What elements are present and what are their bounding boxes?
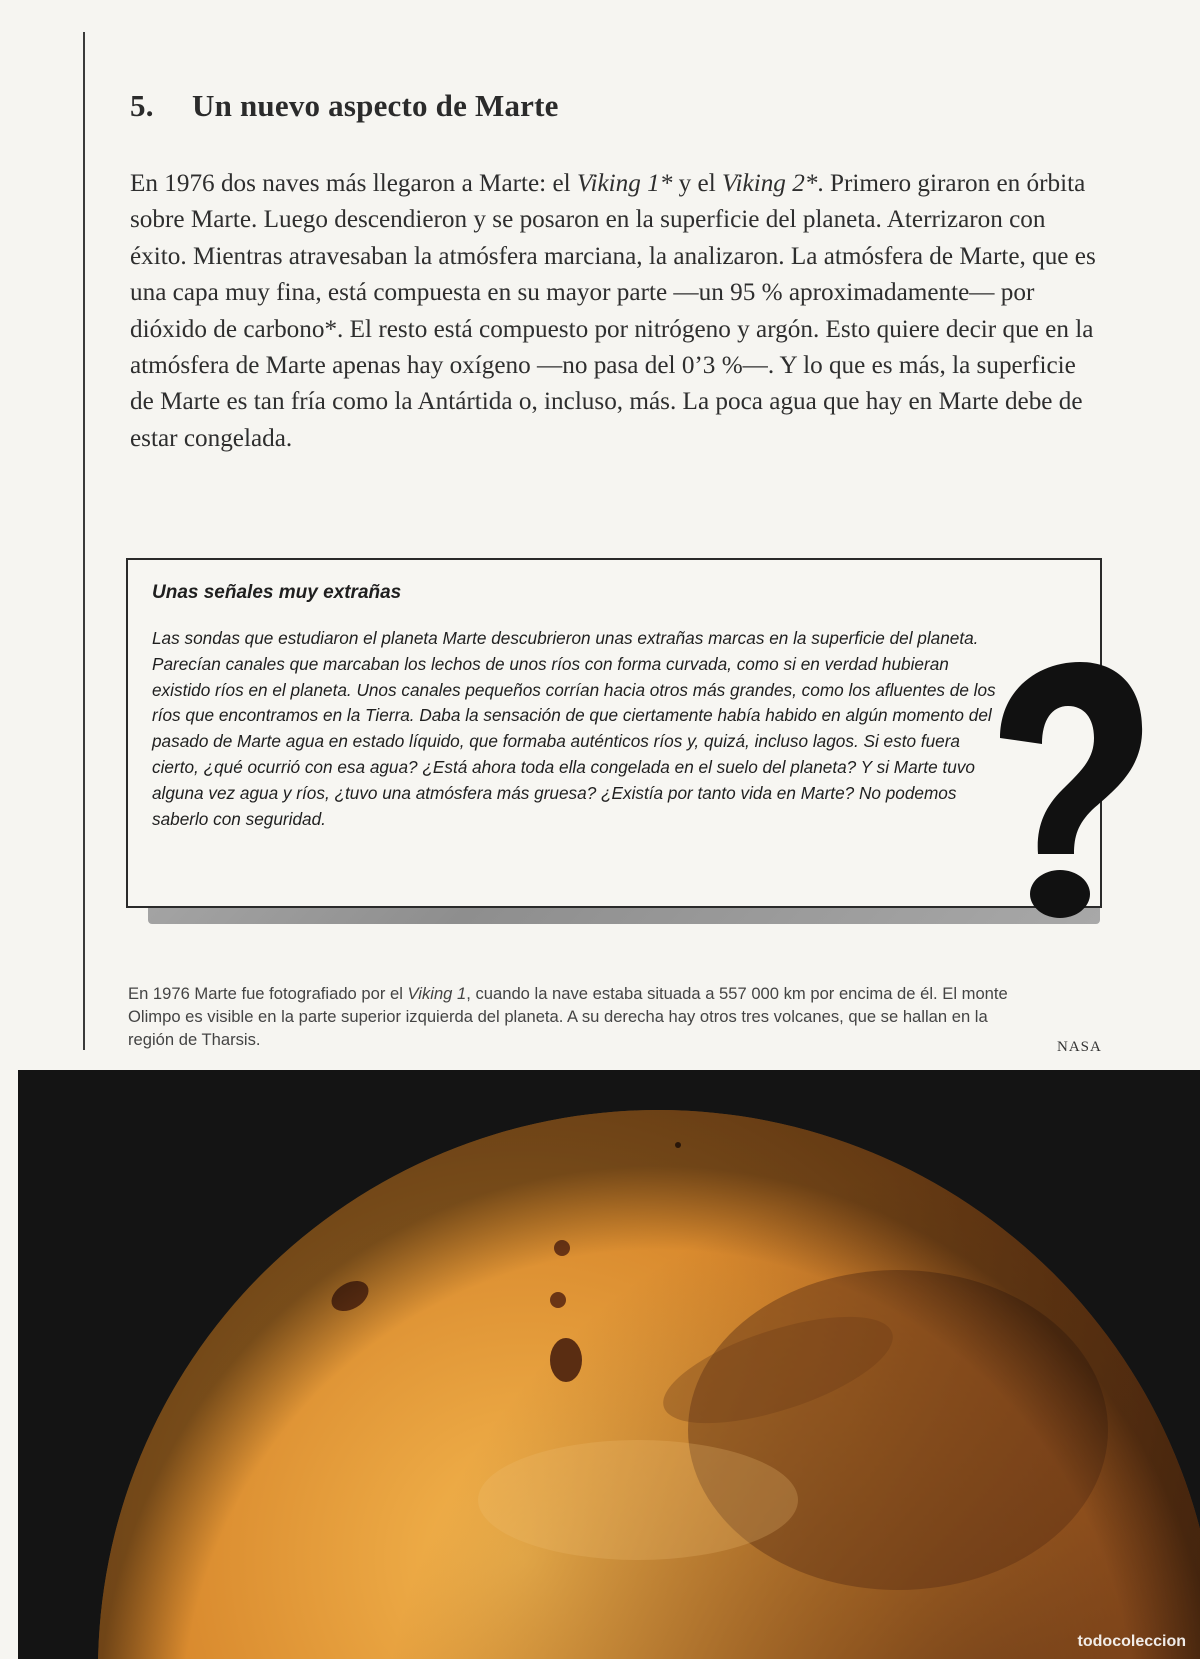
section-heading — [130, 88, 559, 124]
photo-caption — [128, 982, 1028, 1051]
sidebar-box-text — [152, 626, 1002, 832]
sidebar-box-title: Unas señales muy extrañas — [152, 582, 402, 603]
viking2-name: Viking 2* — [722, 170, 818, 197]
mars-photo — [18, 1070, 1200, 1659]
body-paragraph — [130, 166, 1098, 457]
body-text-part: En 1976 dos naves más llegaron a Marte: el — [130, 170, 577, 197]
body-text-part: . Primero giraron en órbita sobre Marte. Luego descendieron y se posaron en la superficie del planeta. Aterrizaron con éxito. Mientras atravesaban la atmósfera marciana, la analizaron. La atmósfera de Marte, que es una capa muy fina, está compuesta en su mayor parte —un 95 % aproximadamente— por dióxido de carbono*. El resto está compuesto por nitrógeno y argón. Esto quiere decir que en la atmósfera de Marte apenas hay oxígeno —no pasa del 0’3 %—. Y lo que es más, la superficie de Marte es tan fría como la Antártida o, incluso, más. La poca agua que hay en Marte debe de estar congelada. — [130, 170, 1096, 452]
body-text-part: y el — [672, 170, 723, 197]
mars-illustration — [18, 1070, 1200, 1659]
sidebar-box-paragraph: Las sondas que estudiaron el planeta Marte descubrieron unas extrañas marcas en la superficie del planeta. Parecían canales que marcaban los lechos de unos ríos con forma curvada, como si en verdad hubieran existido ríos en el planeta. Unos canales pequeños corrían hacia otros más grandes, como los afluentes de los ríos que encontramos en la Tierra. Daba la sensación de que ciertamente había habido en algún momento del pasado de Marte agua en estado líquido, que formaba auténticos ríos y, quizá, incluso lagos. Si esto fuera cierto, ¿qué ocurrió con esa agua? ¿Está ahora toda ella congelada en el suelo del planeta? Y si Marte tuvo alguna vez agua y ríos, ¿tuvo una atmósfera más gruesa? ¿Existía por tanto vida en Marte? No podemos saberlo con seguridad. — [152, 628, 996, 829]
margin-rule — [83, 32, 85, 1050]
question-mark-icon — [994, 660, 1146, 930]
section-number: 5. — [130, 88, 154, 123]
section-title: Un nuevo aspecto de Marte — [192, 88, 559, 123]
caption-text-part: , cuando la nave estaba situada a 557 000 km por encima de él. El monte Olimpo es visible en la parte superior izquierda del planeta. A su derecha hay otros tres volcanes, que se hallan en la región de Tharsis. — [128, 984, 1008, 1049]
viking1-name: Viking 1* — [576, 170, 673, 197]
caption-text-part: En 1976 Marte fue fotografiado por el — [128, 984, 408, 1003]
photo-credit: NASA — [1057, 1039, 1102, 1055]
watermark: todocoleccion — [1077, 1633, 1186, 1650]
caption-viking-name: Viking 1 — [407, 984, 467, 1003]
